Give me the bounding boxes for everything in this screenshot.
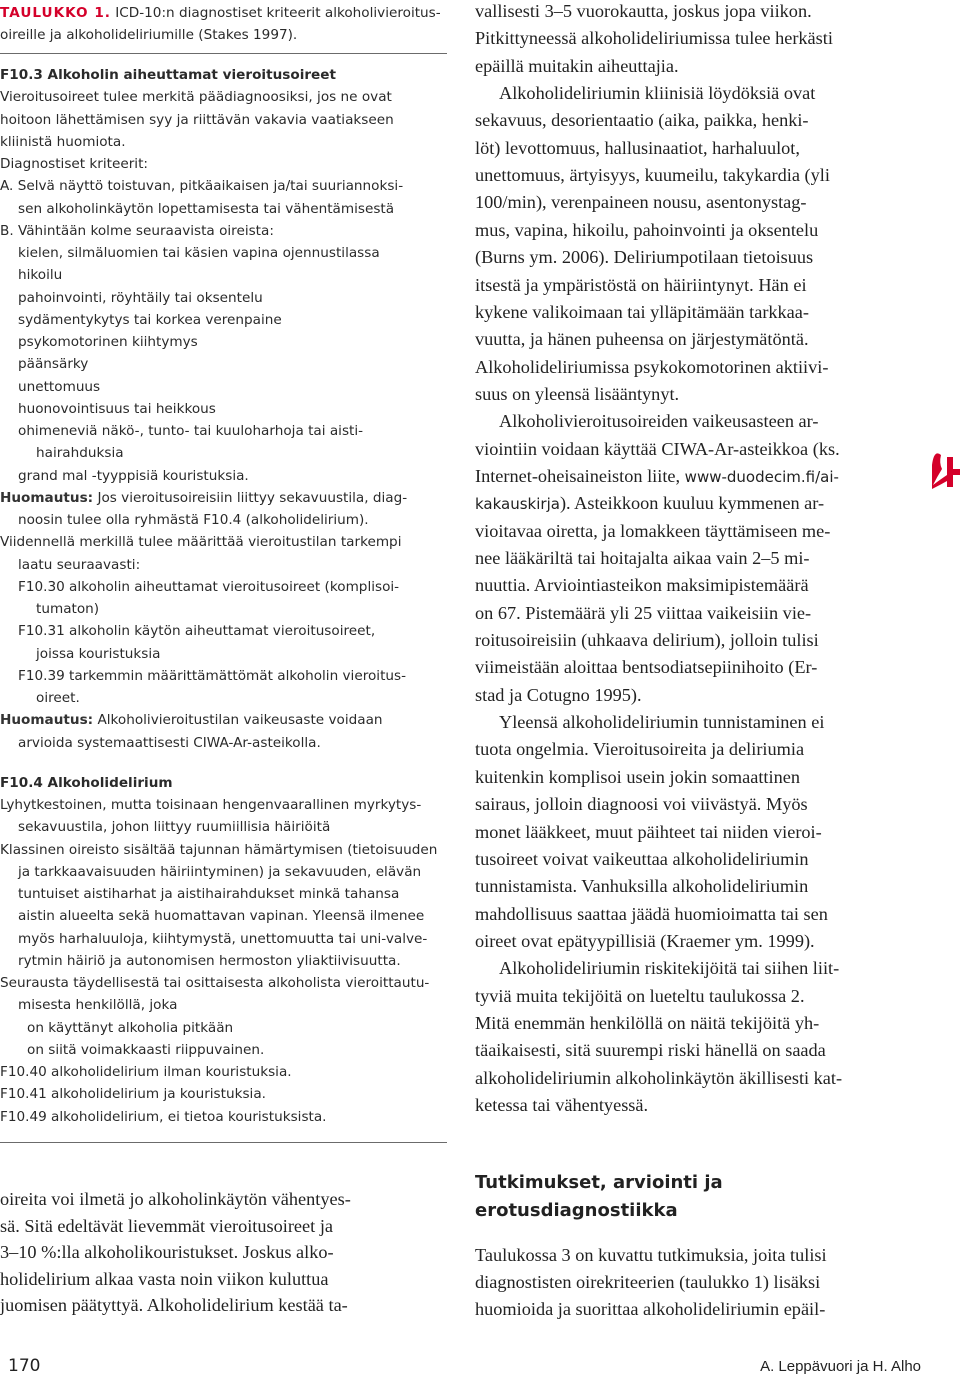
body-line: Alkoholideliriumissa psykokomotorinen aktiivi- <box>475 356 829 377</box>
table-line: pahoinvointi, röyhtäily tai oksentelu <box>18 289 263 306</box>
table-line: F10.3 Alkoholin aiheuttamat vieroitusoireet <box>0 67 336 83</box>
body-line: Internet-oheisaineiston liite, www-duodecim.fi/ai- <box>475 465 839 486</box>
plus-badge-icon <box>929 445 960 491</box>
body-line: Alkoholideliriumin riskitekijöitä tai siihen liit- <box>499 958 840 979</box>
table-caption <box>0 2 441 24</box>
body-line: viimeistään aloittaa bentsodiatsepiinihoito (Er- <box>475 657 818 678</box>
body-line: epäillä muitakin aiheuttajia. <box>475 55 679 76</box>
table-line: F10.30 alkoholin aiheuttamat vieroitusoireet (komplisoi- <box>18 578 400 595</box>
table-line: unettomuus <box>18 378 101 395</box>
table-line: Viidennellä merkillä tulee määrittää vieroitustilan tarkempi <box>0 534 402 551</box>
table-line: Lyhytkestoinen, mutta toisinaan hengenvaarallinen myrkytys- <box>0 797 422 813</box>
body-line: on 67. Pistemäärä yli 25 viittaa vaikeisiin vie- <box>475 602 812 623</box>
body-line: vioitavaa oiretta, ja lomakkeen täyttämiseen me- <box>475 520 831 541</box>
section-heading-line-1: Tutkimukset, arviointi ja <box>475 1172 723 1193</box>
body-line: (Burns ym. 2006). Deliriumpotilaan tietoisuus <box>475 247 814 268</box>
table-line: sen alkoholinkäytön lopettamisesta tai vähentämisestä <box>18 200 395 217</box>
table-line: Huomautus: Alkoholivieroitustilan vaikeusaste voidaan <box>0 712 383 729</box>
table-line: päänsärky <box>18 356 89 373</box>
table-1 <box>0 0 448 1143</box>
body-line: huomioida ja suorittaa alkoholideliriumin epäil- <box>475 1299 826 1320</box>
body-line: tunnistamista. Vanhuksilla alkoholideliriumin <box>475 876 809 897</box>
body-line: sekavuus, desorientaatio (aika, paikka, henki- <box>475 110 809 131</box>
table-line: noosin tulee olla ryhmästä F10.4 (alkoholidelirium). <box>18 512 369 528</box>
table-line: F10.41 alkoholidelirium ja kouristuksia. <box>0 1086 266 1103</box>
body-line: Yleensä alkoholideliriumin tunnistaminen ei <box>499 712 825 733</box>
body-line: löt) levottomuus, hallusinaatiot, harhaluulot, <box>475 137 800 158</box>
body-line: monet lääkkeet, muut päihteet tai niiden vieroi- <box>475 821 822 842</box>
table-caption-text-2: oireille ja alkoholideliriumille (Stakes 1997). <box>0 27 298 43</box>
table-line: F10.40 alkoholidelirium ilman kouristuksia. <box>0 1064 292 1080</box>
table-line: kielen, silmäluomien tai käsien vapina ojennustilassa <box>18 245 380 261</box>
table-caption-text: ICD-10:n diagnostiset kriteerit alkoholivieroitus- <box>115 5 441 21</box>
body-line: tusoireet voivat vaikeuttaa alkoholideliriumin <box>475 848 809 869</box>
body-line: Alkoholivieroitusoireiden vaikeusasteen ar- <box>499 411 819 432</box>
table-line: ohimeneviä näkö-, tunto- tai kuuloharhoja tai aisti- <box>18 423 364 439</box>
body-line: nuuttia. Arviointiasteikon maksimipistemäärä <box>475 575 809 596</box>
table-line: A. Selvä näyttö toistuvan, pitkäaikaisen ja/tai suuriannoksi- <box>0 178 404 195</box>
body-line: holidelirium alkaa vasta noin viikon kuluttua <box>0 1268 329 1289</box>
table-line: sydämentykytys tai korkea verenpaine <box>18 311 282 328</box>
table-line: kliinistä huomiota. <box>0 133 126 150</box>
table-line: rytmin häiriö ja autonomisen hermoston yliaktiivisuutta. <box>18 952 401 969</box>
body-line: sairaus, jolloin diagnoosi voi viivästyä. Myös <box>475 794 808 815</box>
table-bottom-rule <box>0 1142 447 1143</box>
body-line: mahdollisuus saattaa jäädä huomioimatta tai sen <box>475 903 828 924</box>
table-top-rule <box>0 53 447 54</box>
page-number: 170 <box>8 1356 41 1376</box>
table-line: arvioida systemaattisesti CIWA-Ar-asteikolla. <box>18 734 321 751</box>
table-line: laatu seuraavasti: <box>18 556 141 573</box>
table-line: huonovointisuus tai heikkous <box>18 400 216 417</box>
body-line: 3–10 %:lla alkoholikouristukset. Joskus alko- <box>0 1242 334 1263</box>
body-line: kakauskirja). Asteikkoon kuuluu kymmenen ar- <box>475 493 825 514</box>
table-line: psykomotorinen kiihtymys <box>18 334 198 350</box>
table-line: Diagnostiset kriteerit: <box>0 156 148 172</box>
table-line: Klassinen oireisto sisältää tajunnan hämärtymisen (tietoisuuden <box>0 841 438 858</box>
body-line: 100/min), verenpaineen nousu, asentonystag- <box>475 192 807 213</box>
body-line: oireet ovat epätyypillisiä (Kraemer ym. 1999). <box>475 930 815 951</box>
body-line: unettomuus, ärtyisyys, kuumeilu, takykardia (yli <box>475 165 830 186</box>
table-line: F10.49 alkoholidelirium, ei tietoa kouristuksista. <box>0 1108 327 1125</box>
table-line: Huomautus: Jos vieroitusoireisiin liittyy sekavuustila, diag- <box>0 489 408 506</box>
body-line: täaikaisesti, sitä suurempi riski hänellä on saada <box>475 1040 826 1061</box>
table-line: myös harhaluuloja, kiihtymystä, unettomuutta tai uni-valve- <box>18 930 428 947</box>
table-line: ja tarkkaavaisuuden häiriintyminen) ja sekavuuden, elävän <box>18 863 422 880</box>
table-caption-label: TAULUKKO 1. <box>0 5 111 21</box>
body-line: tyviä muita tekijöitä on lueteltu taulukossa 2. <box>475 985 805 1006</box>
body-line: Pitkittyneessä alkoholideliriumissa tulee herkästi <box>475 28 833 49</box>
table-line: hairahduksia <box>36 445 124 462</box>
table-line: oireet. <box>36 690 80 706</box>
table-line: Vieroitusoireet tulee merkitä päädiagnoosiksi, jos ne ovat <box>0 89 392 106</box>
body-line: vuutta, ja hänen puheensa on järjestymätöntä. <box>475 329 809 350</box>
body-line: roitusoireisiin (uhkaava delirium), jolloin tulisi <box>475 630 819 651</box>
table-line: F10.4 Alkoholidelirium <box>0 774 173 791</box>
body-line: vallisesti 3–5 vuorokautta, joskus jopa viikon. <box>475 1 812 21</box>
table-line: hikoilu <box>18 267 63 284</box>
table-line: aistin alueelta sekä huomattavan vapinan. Yleensä ilmenee <box>18 908 425 925</box>
table-line: on käyttänyt alkoholia pitkään <box>27 1019 234 1036</box>
body-line: kuitenkin komplisoi usein jokin somaattinen <box>475 766 800 787</box>
body-line: stad ja Cotugno 1995). <box>475 684 642 705</box>
section-heading <box>475 1169 723 1225</box>
table-line: tumaton) <box>36 601 100 617</box>
body-line: alkoholideliriumin alkoholinkäytön äkillisesti kat- <box>475 1067 843 1088</box>
body-line: itsestä ja ympäristöstä on häiriintynyt. Hän ei <box>475 274 807 295</box>
table-line: grand mal -tyyppisiä kouristuksia. <box>18 467 249 484</box>
body-line: sä. Sitä edeltävät lievemmät vieroitusoireet ja <box>0 1215 334 1236</box>
table-line: Seurausta täydellisestä tai osittaisesta alkoholista vieroittautu- <box>0 975 430 991</box>
table-line: joissa kouristuksia <box>36 645 161 662</box>
section-heading-line-2: erotusdiagnostiikka <box>475 1200 678 1221</box>
table-line: on siitä voimakkaasti riippuvainen. <box>27 1041 265 1058</box>
body-line: Mitä enemmän henkilöllä on näitä tekijöitä yh- <box>475 1012 820 1033</box>
table-line: sekavuustila, johon liittyy ruumiillisia häiriöitä <box>18 819 331 836</box>
table-line: F10.31 alkoholin käytön aiheuttamat vieroitusoireet, <box>18 623 376 640</box>
body-line: kykene valikoimaan tai ylläpitämään tarkkaa- <box>475 301 809 322</box>
body-line: Taulukossa 3 on kuvattu tutkimuksia, joita tulisi <box>475 1245 827 1265</box>
body-line: ketessa tai vähentyessä. <box>475 1095 649 1115</box>
table-line: hoitoon lähettämisen syy ja riittävän vakavia vaatiakseen <box>0 111 394 128</box>
table-line: F10.39 tarkemmin määrittämättömät alkoholin vieroitus- <box>18 667 407 684</box>
body-line: suus on yleensä lisääntynyt. <box>475 383 680 404</box>
body-line: juomisen päätyttyä. Alkoholidelirium kestää ta- <box>0 1295 348 1316</box>
body-line: tuota ongelmia. Vieroitusoireita ja deliriumia <box>475 739 805 760</box>
body-line: diagnostisten oirekriteerien (taulukko 1) lisäksi <box>475 1272 821 1293</box>
table-line: B. Vähintään kolme seuraavista oireista: <box>0 222 274 239</box>
table-line: tuntuiset aistiharhat ja aistihairahdukset minkä tahansa <box>18 886 400 902</box>
body-line: nee lääkäriltä tai hoitajalta aikaa vain 2–5 mi- <box>475 548 810 568</box>
body-line: oireita voi ilmetä jo alkoholinkäytön vähentyes- <box>0 1189 351 1209</box>
body-line: viointiin voidaan käyttää CIWA-Ar-asteikkoa (ks. <box>475 438 840 459</box>
table-line: misesta henkilöllä, joka <box>18 997 178 1014</box>
body-line: Alkoholideliriumin kliinisiä löydöksiä ovat <box>499 83 816 104</box>
running-footer-author: A. Leppävuori ja H. Alho <box>760 1358 921 1375</box>
body-line: mus, vapina, hikoilu, pahoinvointi ja oksentelu <box>475 219 819 240</box>
